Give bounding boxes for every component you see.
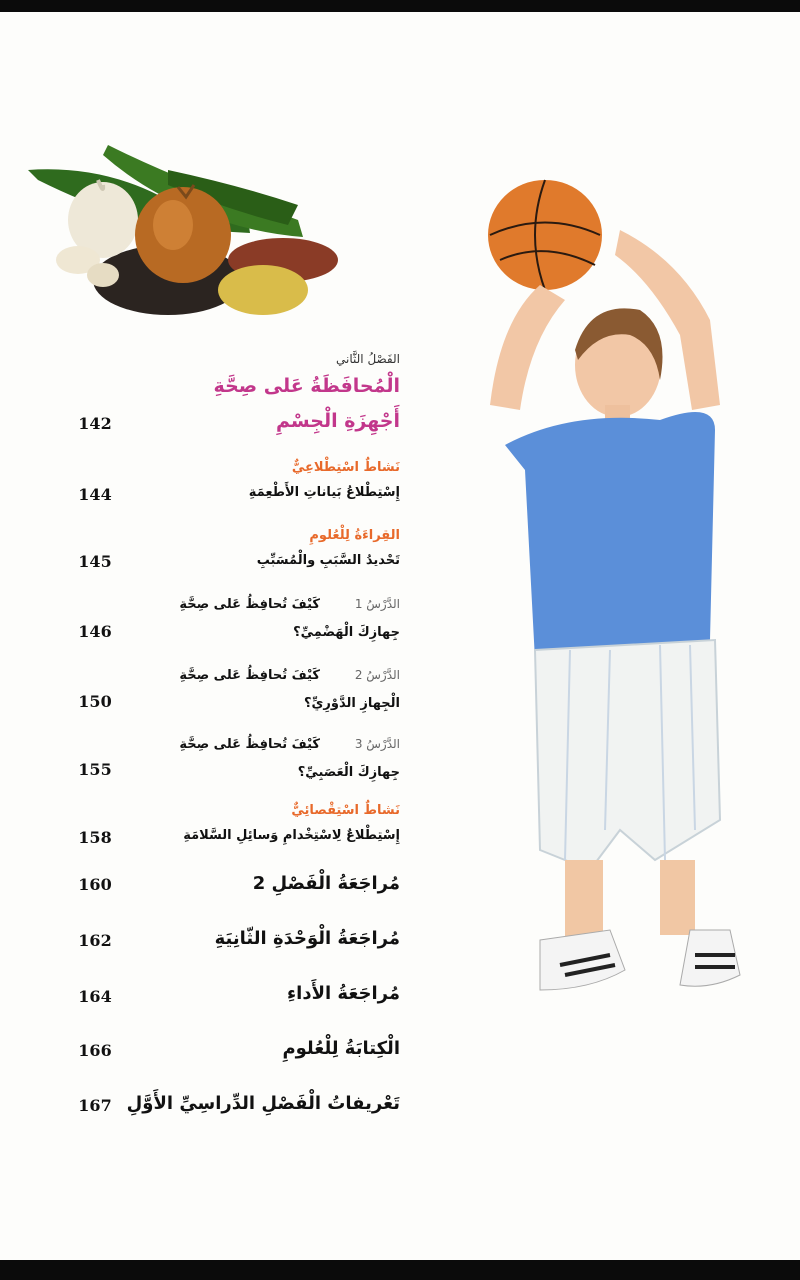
review-chapter: مُراجَعَةُ الْفَصْلِ 2	[252, 873, 400, 894]
entry-page-reading: 145	[78, 552, 112, 571]
lesson-1-page: 146	[78, 622, 112, 641]
chapter-title-line1: الْمُحافَظَةُ عَلى صِحَّةِ	[213, 375, 400, 397]
review-performance-page: 164	[78, 987, 112, 1006]
entry-page-survey: 144	[78, 485, 112, 504]
activity-heading: نَشاطٌ اسْتِقْصائِيٌّ	[291, 803, 400, 818]
lesson-2-line1: كَيْفَ تُحافِظُ عَلى صِحَّةِ	[179, 668, 320, 683]
activity-page: 158	[78, 828, 112, 847]
chapter-title-line2: أَجْهِزَةِ الْجِسْمِ	[276, 410, 400, 432]
review-chapter-page: 160	[78, 875, 112, 894]
lesson-1-line1: كَيْفَ تُحافِظُ عَلى صِحَّةِ	[179, 597, 320, 612]
semester-definitions-page: 167	[78, 1096, 112, 1115]
entry-title-survey: إِسْتِطْلاعُ بَياناتِ الأَطْعِمَةِ	[248, 485, 400, 500]
writing-for-science: الْكِتابَةُ لِلْعُلومِ	[282, 1038, 400, 1059]
entry-heading-survey: نَشاطٌ اسْتِطْلاعِيٌّ	[291, 460, 400, 475]
entry-heading-reading: القِراءَةُ لِلْعُلومِ	[309, 528, 400, 543]
lesson-2-page: 150	[78, 692, 112, 711]
review-performance: مُراجَعَةُ الأَداءِ	[286, 983, 400, 1004]
lesson-1-line2: جِهازِكَ الْهَضْمِيِّ؟	[293, 625, 400, 640]
lesson-2-line2: الْجِهازِ الدَّوْرِيِّ؟	[303, 696, 400, 711]
lesson-3-line1: كَيْفَ تُحافِظُ عَلى صِحَّةِ	[179, 737, 320, 752]
lesson-3-page: 155	[78, 760, 112, 779]
review-unit-page: 162	[78, 931, 112, 950]
writing-for-science-page: 166	[78, 1041, 112, 1060]
activity-title: إِسْتِطْلاعٌ لِاسْتِخْدامِ وَسائِلِ السَّلامَةِ	[183, 828, 400, 843]
entry-title-reading: تَحْديدُ السَّبَبِ والْمُسَبِّبِ	[256, 553, 400, 568]
review-unit: مُراجَعَةُ الْوَحْدَةِ الثّانِيَةِ	[214, 928, 400, 949]
lesson-3-line2: جِهازِكَ الْعَصَبِيِّ؟	[297, 765, 400, 780]
lesson-2-label: الدَّرْسُ 2	[354, 668, 400, 682]
bottom-bar	[0, 1260, 800, 1280]
chapter-label: الفَصْلُ الثَّاني	[336, 352, 400, 366]
lesson-1-label: الدَّرْسُ 1	[354, 597, 400, 611]
lesson-3-label: الدَّرْسُ 3	[354, 737, 400, 751]
semester-definitions: تَعْريفاتُ الْفَصْلِ الدِّراسِيِّ الأَوَّلِ	[126, 1093, 400, 1114]
chapter-page-number: 142	[78, 414, 112, 433]
